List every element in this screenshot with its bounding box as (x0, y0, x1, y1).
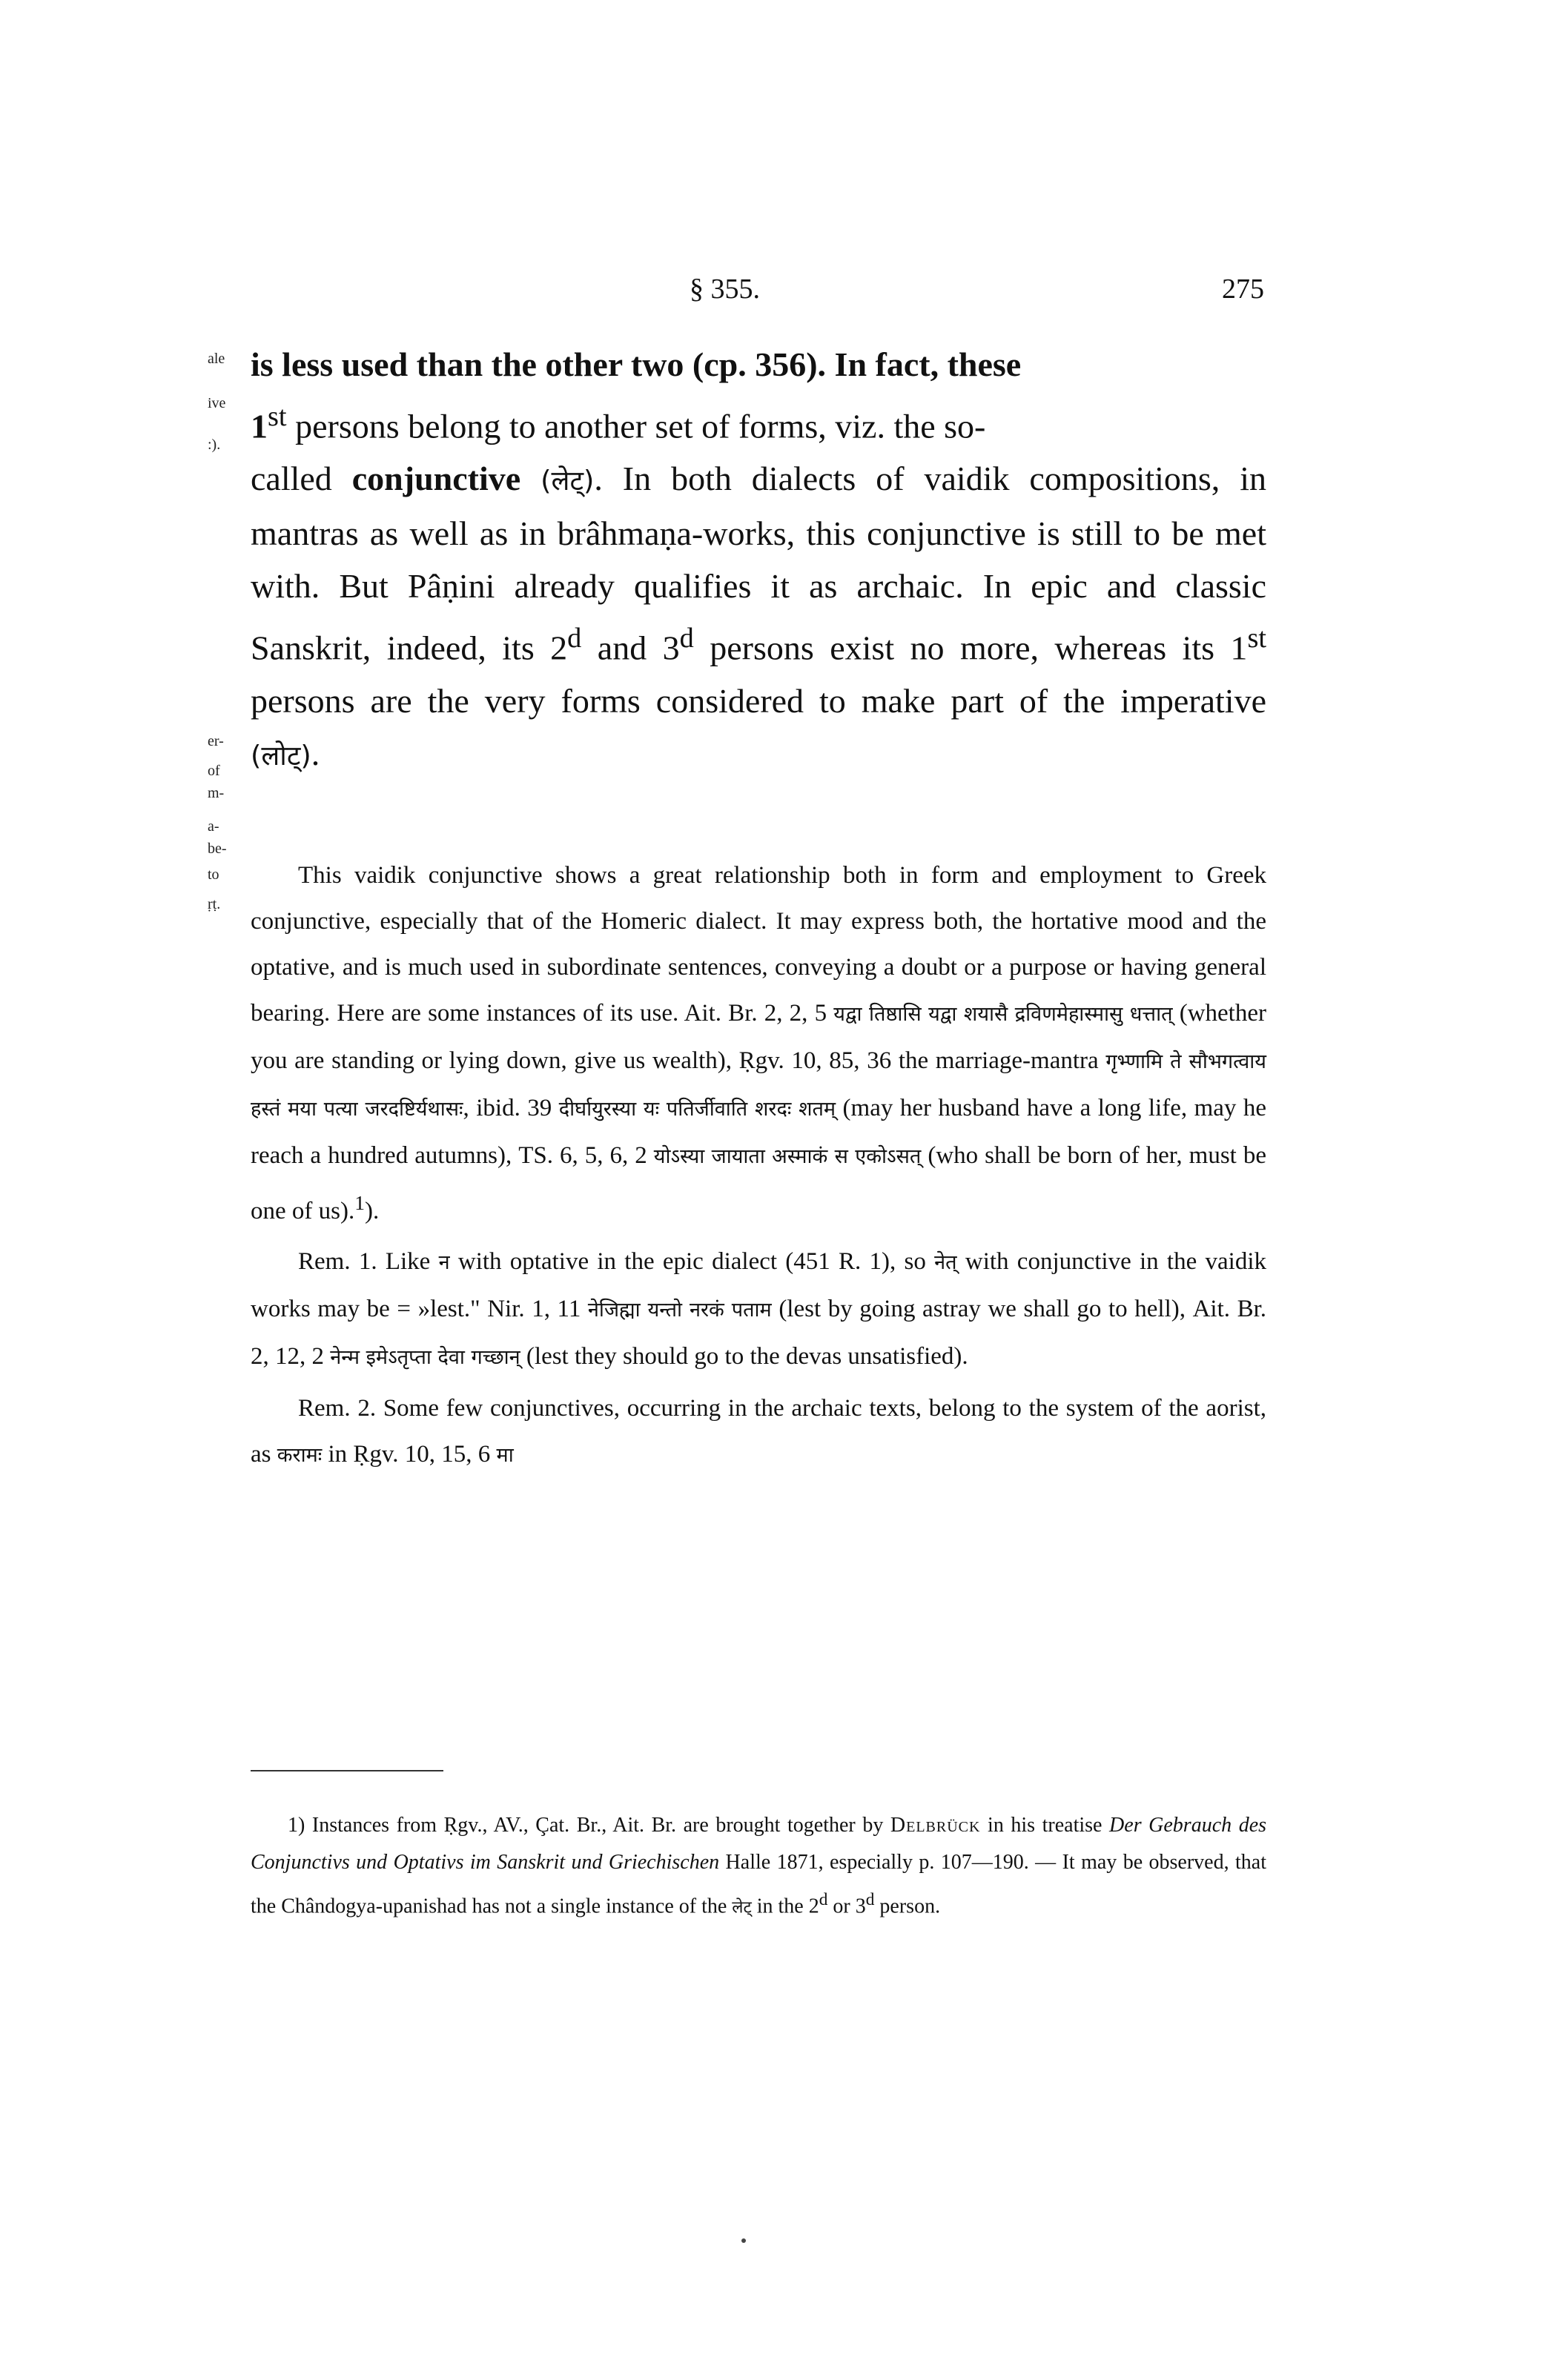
sup-d: d (567, 623, 582, 654)
paragraph-conjunctive-relationship (251, 852, 1266, 1234)
main-final: . (311, 734, 320, 772)
superscript: d (819, 1890, 828, 1909)
text-run: (lest by going astray we shall go to hell), Ait. Br. 2, 12, 2 (251, 1296, 1267, 1370)
text-run: person. (874, 1895, 941, 1918)
text-run: (may her husband have a long life, may he reach a hundred autumns), TS. 6, 5, 6, 2 (251, 1095, 1266, 1169)
main-text-body: . In both dialects of vaidik compositions, in mantras as well as in brâhmaṇa-works, this conjunctive is still to be met with. But Pâṇini already qualifies it as archaic. In epic and classic Sanskrit, indeed, its 2 (251, 460, 1267, 667)
margin-notes (208, 334, 252, 927)
running-header (252, 273, 1264, 317)
text-run: , ibid. 39 (463, 1095, 559, 1121)
sup-st: st (268, 401, 287, 432)
text-run: with conjunctive in the vaidik works may be = »lest." Nir. 1, 11 (251, 1248, 1266, 1322)
margin-note: be- (208, 841, 227, 857)
margin-note: ṛṭ. (208, 896, 221, 912)
page-number: 275 (1222, 274, 1264, 305)
sup-d: d (679, 623, 694, 654)
devanagari-quote: यद्वा तिष्ठासि यद्वा शयासै द्रविणमेहास्मासु धत्तात् (833, 1003, 1173, 1026)
term-conjunctive: conjunctive (351, 460, 521, 498)
devanagari-word: न (438, 1251, 450, 1274)
text-run: (lest they should go to the devas unsatisfied). (520, 1343, 968, 1370)
section-number: § 355. (690, 274, 760, 305)
text-run: This vaidik conjunctive shows a great relationship both in form and employment to Greek conjunctive, especially that of the Homeric dialect. It may express both, the hortative mood and the optative, and is much used in subordinate sentences, conveying a doubt or a purpose or having general bearing. Here are some instances of its use. Ait. Br. 2, 2, 5 (251, 862, 1266, 1027)
devanagari-lot: (लोट्) (251, 739, 311, 772)
text-run: with optative in the epic dialect (451 R. 1), so (449, 1248, 935, 1275)
main-paragraph (251, 338, 1266, 782)
main-end: persons are the very forms considered to make part of the imperative (251, 681, 1266, 720)
book-title: Der Gebrauch des Conjunctivs und Optativs im Sanskrit und Griechischen (251, 1814, 1267, 1874)
margin-note: :). (208, 437, 221, 453)
devanagari-word: नेत् (934, 1251, 957, 1274)
footnote (251, 1807, 1266, 1926)
devanagari-quote: नेन्म इमेऽतृप्ता देवा गच्छान् (330, 1346, 520, 1369)
devanagari-quote: गृभ्णामि ते सौभगत्वाय हस्तं मया पत्या जरदष्टिर्यथासः (251, 1050, 1266, 1121)
text-run: Rem. 2. Some few conjunctives, occurring in the archaic texts, belong to the system of the aorist, as (251, 1395, 1266, 1468)
superscript: d (865, 1890, 875, 1909)
devanagari-word: लेट् (732, 1897, 752, 1917)
text-run: in the 2 (751, 1895, 819, 1918)
devanagari-word: करामः (277, 1444, 323, 1467)
devanagari-quote: योऽस्या जायाता अस्माकं स एकोऽसत् (653, 1145, 922, 1168)
text-run: (who shall be born of her, must be one of us). (251, 1142, 1266, 1224)
margin-note: m- (208, 785, 225, 801)
page-speck (741, 2238, 746, 2243)
text-run: in his treatise (980, 1814, 1110, 1837)
main-line-1: is less used than the other two (cp. 356). In fact, these (251, 345, 1022, 383)
text-run: (whether you are standing or lying down, give us wealth), Ṛgv. 10, 85, 36 the marriage-mantra (251, 1000, 1266, 1074)
margin-note: a- (208, 818, 219, 835)
author-name: Delbrück (890, 1814, 981, 1837)
margin-note: to (208, 866, 219, 883)
devanagari-quote: नेजिह्मा यन्तो नरकं पताम (587, 1299, 772, 1322)
devanagari-let: (लेट्) (541, 465, 595, 497)
footnote-divider (251, 1770, 443, 1771)
text-run: in Ṛgv. 10, 15, 6 (322, 1441, 497, 1468)
text-run: ). (364, 1198, 380, 1224)
remark-1 (251, 1239, 1266, 1381)
devanagari-word: मा (496, 1444, 514, 1467)
footnote-ref: 1 (354, 1191, 365, 1214)
text-run: Rem. 1. Like (298, 1248, 439, 1275)
devanagari-quote: दीर्घायुरस्या यः पतिर्जीवाति शरदः शतम् (558, 1098, 836, 1121)
text-run: Halle 1871, especially p. 107—190. — It may be observed, that the Chândogya-upanishad has not a single instance of the (251, 1851, 1266, 1918)
text-run: 1) Instances from Ṛgv., AV., Çat. Br., Ait. Br. are brought together by (288, 1814, 890, 1837)
text-run: or 3 (827, 1895, 866, 1918)
main-and: and 3 (581, 629, 680, 667)
remark-2 (251, 1385, 1266, 1479)
main-line-2a: 1 (251, 407, 268, 445)
main-mid: persons exist no more, whereas its 1 (693, 629, 1248, 667)
sup-st: st (1247, 623, 1267, 654)
margin-note: ale (208, 351, 225, 367)
main-line-3a: called (251, 460, 352, 498)
margin-note: er- (208, 733, 224, 749)
main-line-2b: persons belong to another set of forms, viz. the so- (286, 407, 986, 445)
margin-note: of (208, 763, 220, 779)
small-print-section (251, 852, 1266, 1483)
margin-note: ive (208, 395, 226, 411)
